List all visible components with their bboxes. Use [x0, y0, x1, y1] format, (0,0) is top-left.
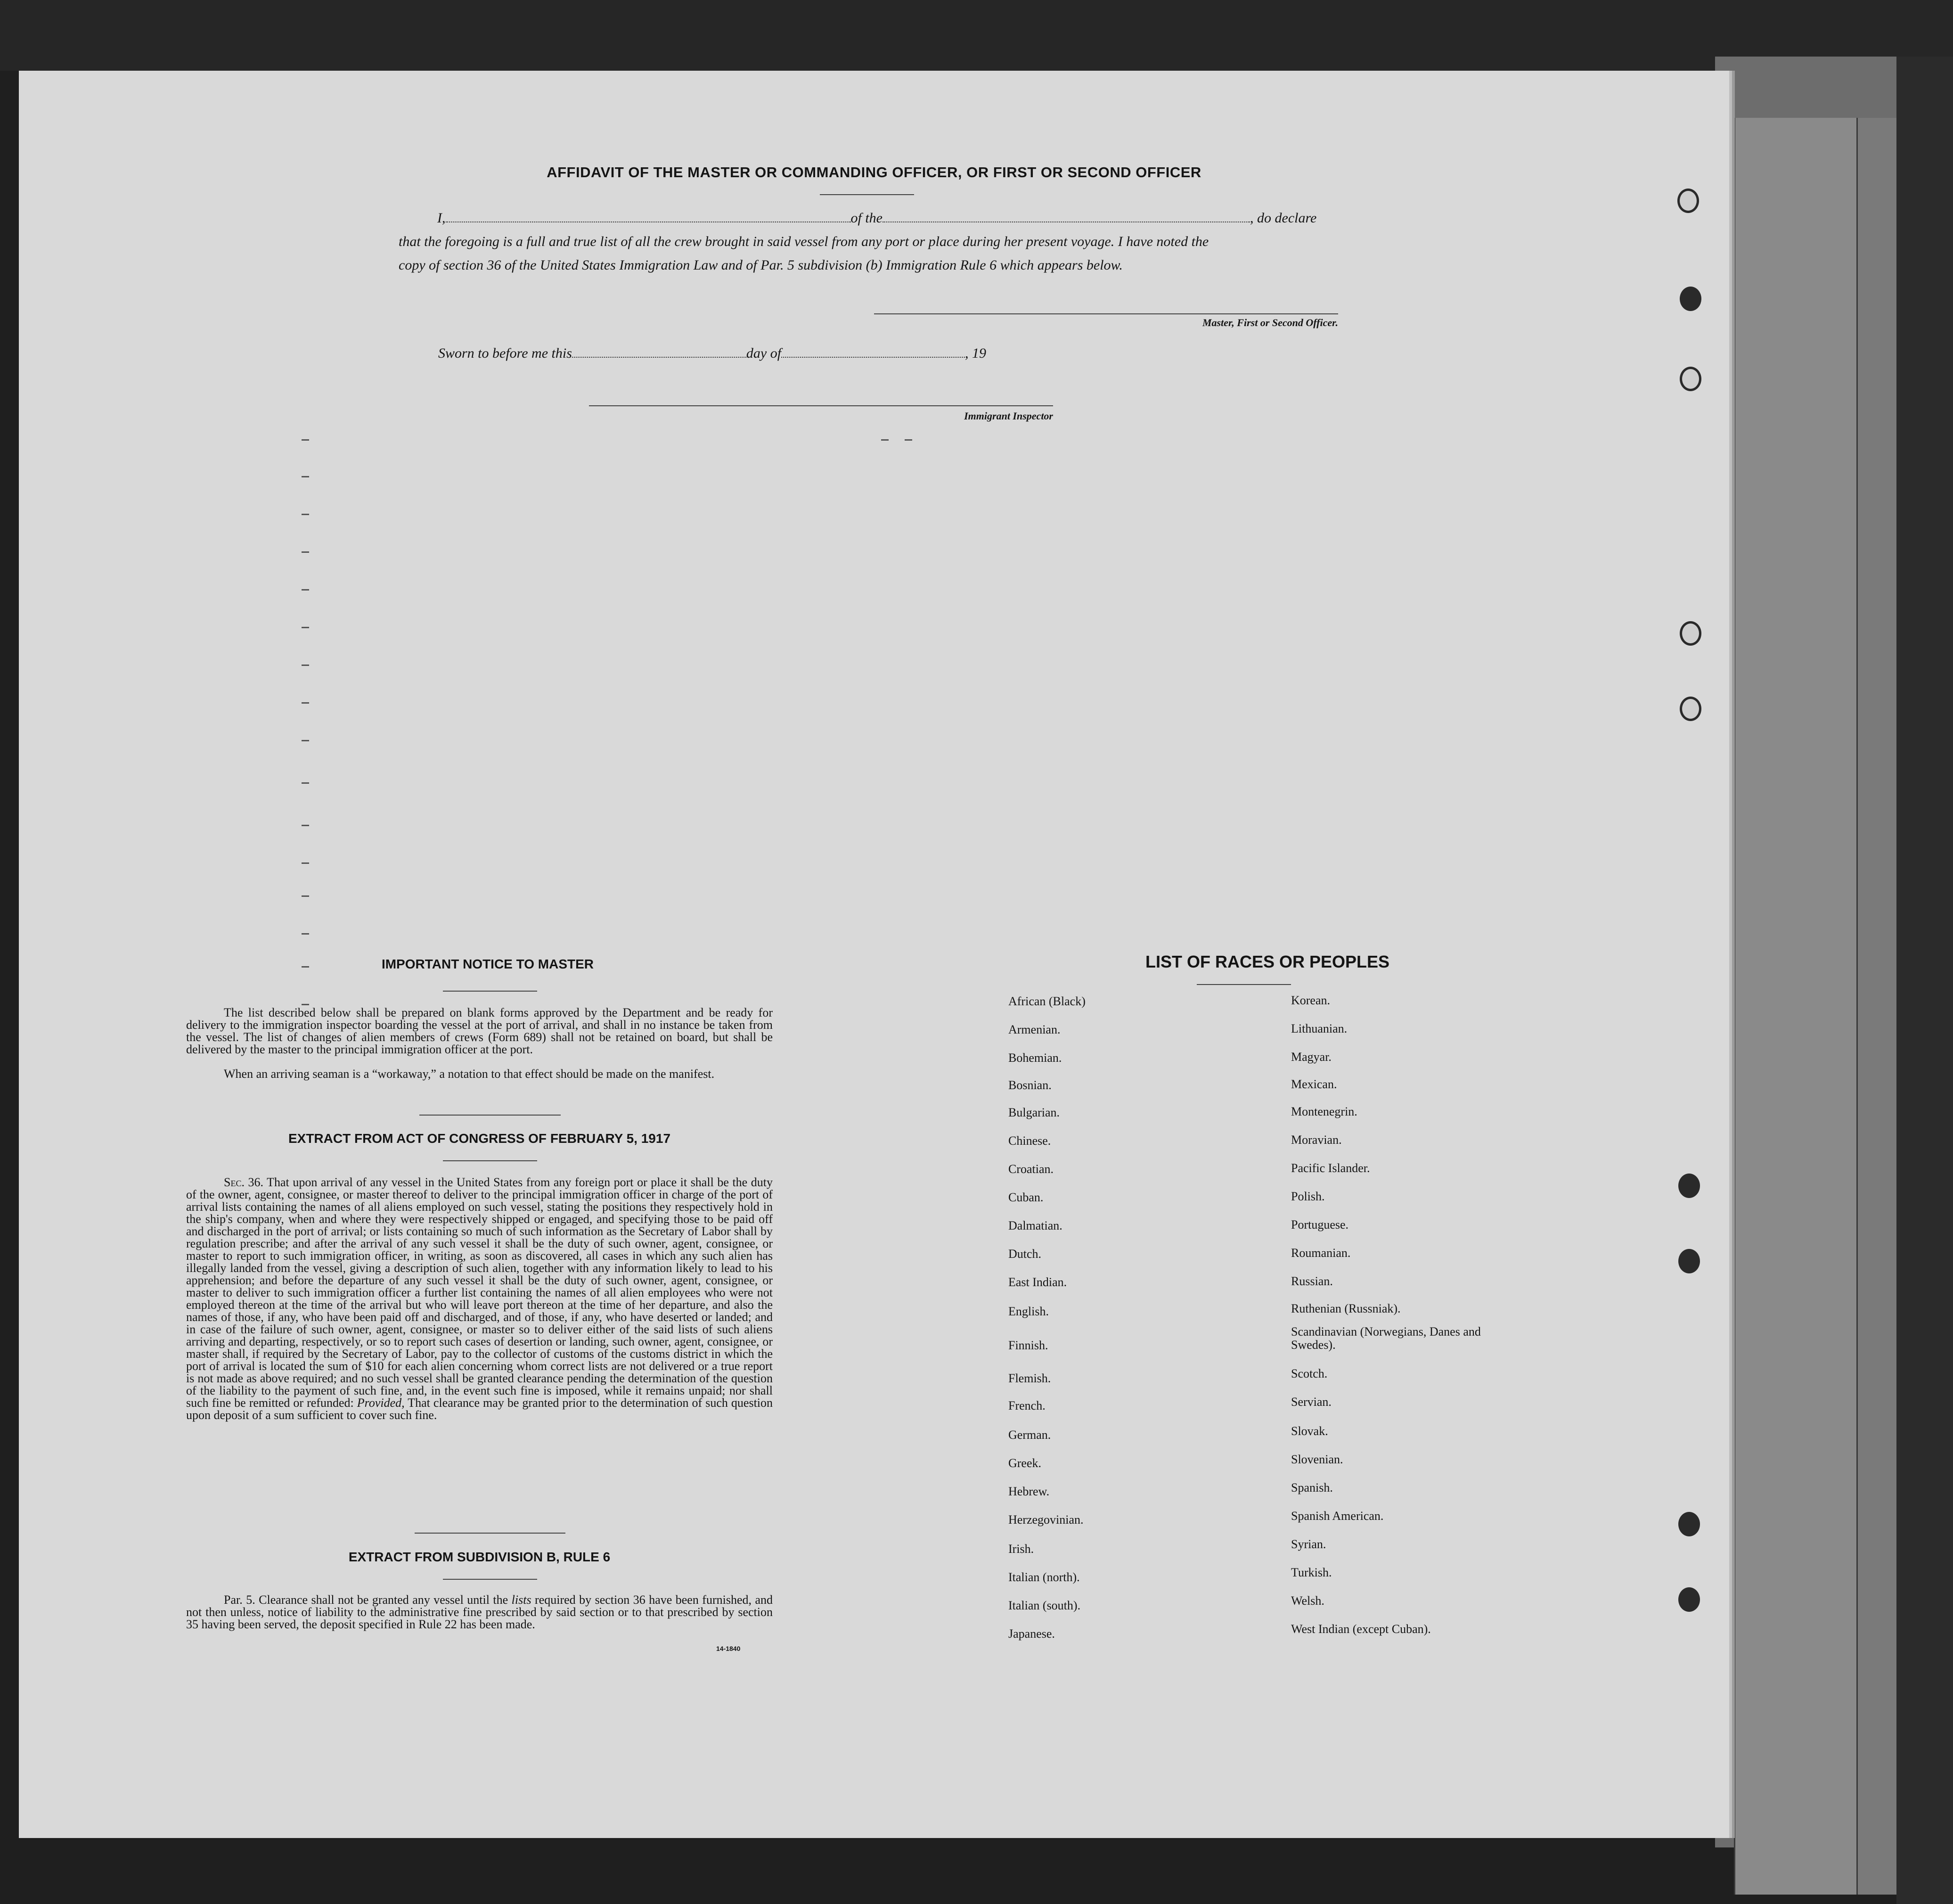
form-number: 14-1840 [716, 1645, 741, 1652]
race-item: Pacific Islander. [1291, 1161, 1370, 1175]
race-item: Japanese. [1008, 1627, 1055, 1641]
race-item: Cuban. [1008, 1190, 1044, 1204]
margin-tick [302, 589, 309, 591]
divider [820, 194, 914, 195]
underlying-pages [1715, 57, 1953, 1847]
race-item: African (Black) [1008, 994, 1086, 1008]
sworn-line [438, 345, 1098, 361]
race-item: English. [1008, 1305, 1049, 1318]
race-item: German. [1008, 1428, 1051, 1442]
margin-tick [905, 439, 912, 441]
race-item: Mexican. [1291, 1077, 1337, 1091]
race-item: Italian (north). [1008, 1570, 1080, 1584]
affidavit-line3: copy of section 36 of the United States Immigration Law and of Par. 5 subdivision (b) Immigration Rule 6 which appears below. [399, 257, 1123, 273]
race-item: French. [1008, 1399, 1046, 1412]
affidavit-line2: that the foregoing is a full and true list of all the crew brought in said vessel from any port or place during her present voyage. I have noted the [399, 234, 1209, 249]
race-item: Slovak. [1291, 1424, 1328, 1438]
section-36-text-end: That clearance may be granted prior to the determination of such question upon deposit of a sum sufficient to cover such fine. [186, 1396, 773, 1422]
race-item: Scandinavian (Norwegians, Danes and Swedes). [1291, 1325, 1481, 1352]
section-label: Sec. 36. [224, 1175, 264, 1189]
margin-tick [302, 702, 309, 704]
divider [443, 991, 537, 992]
race-item: Irish. [1008, 1542, 1034, 1556]
race-item: Croatian. [1008, 1162, 1054, 1176]
margin-tick [302, 439, 309, 441]
race-item: Lithuanian. [1291, 1022, 1348, 1035]
margin-tick [302, 862, 309, 864]
race-item: Russian. [1291, 1274, 1333, 1288]
race-item: Montenegrin. [1291, 1105, 1357, 1118]
race-item: Bulgarian. [1008, 1106, 1060, 1119]
margin-tick [302, 1004, 309, 1005]
rule-text-b: required by section 36 have been furnished, and not then unless, notice of liability to the administrative fine prescribed by said section or to that prescribed by section 35 having been served, the deposit specified in Rule 22 has been made. [186, 1593, 773, 1631]
race-item: Hebrew. [1008, 1485, 1050, 1498]
race-item: Greek. [1008, 1456, 1042, 1470]
provided-word: Provided, [357, 1396, 405, 1410]
race-item: Welsh. [1291, 1594, 1324, 1608]
margin-tick [881, 439, 889, 441]
margin-tick [302, 933, 309, 935]
sworn-text: Sworn to before me this [438, 345, 572, 361]
race-item: Armenian. [1008, 1023, 1061, 1036]
divider [443, 1160, 537, 1161]
section-36-text: That upon arrival of any vessel in the United States from any foreign port or place it shall be the duty of the owner, agent, consignee, or master thereof to deliver to the principal immigration officer in charge of the port of arrival lists containing the names of all aliens employed on such vessel, stating the positions they respectively hold in the ship's company, when and where they were respectively shipped or engaged, and specifying those to be paid off and discharged in the port of arrival; or lists containing so much of such information as the Secretary of Labor shall by regulation prescribe; and after the arrival of any such vessel it shall be the duty of such owner, agent, consignee, or master to report to such immigration officer, in writing, as soon as discovered, all cases in which any such alien has illegally landed from the vessel, giving a description of such alien, together with any information likely to lead to his apprehension; and before the departure of any such vessel it shall be the duty of such owner, agent, consignee, or master to deliver to such immigration officer a further list containing the names of all alien employees who were not employed thereon at the time of the arrival but who will leave port thereon at the time of her departure, and also the names of those, if any, who have been paid off and discharged, and of those, if any, who have deserted or landed; and in case of the failure of such owner, agent, consignee, or master so to deliver either of the said lists of such aliens arriving and departing, respectively, or so to report such cases of desertion or landing, such owner, agent, consignee, or master shall, if required by the Secretary of Labor, pay to the collector of customs of the customs district in which the port of arrival is located the sum of $10 for each alien concerning whom correct lists are not delivered or a true report is not made as above required; and no such vessel shall be granted clearance pending the determination of the question of the liability to the payment of such fine, and, in the event such fine is imposed, while it remains unpaid; nor shall such fine be remitted or refunded: [186, 1175, 773, 1410]
inspector-label: Immigrant Inspector [964, 410, 1053, 422]
document-page [19, 71, 1732, 1838]
binder-hole [1680, 697, 1701, 721]
sworn-day-of: day of [746, 345, 782, 361]
race-item: Spanish American. [1291, 1509, 1384, 1523]
affidavit-title: AFFIDAVIT OF THE MASTER OR COMMANDING OFFICER, OR FIRST OR SECOND OFFICER [547, 164, 1201, 181]
binder-hole [1677, 189, 1699, 213]
race-item: Chinese. [1008, 1134, 1051, 1148]
master-signature-line [874, 313, 1338, 314]
act-extract-title: EXTRACT FROM ACT OF CONGRESS OF FEBRUARY 5, 1917 [288, 1131, 671, 1146]
sworn-year: , 19 [965, 345, 987, 361]
divider [443, 1579, 537, 1580]
rule-extract-title: EXTRACT FROM SUBDIVISION B, RULE 6 [348, 1550, 611, 1564]
race-item: Flemish. [1008, 1371, 1051, 1385]
race-item: Servian. [1291, 1395, 1332, 1409]
race-item: Bohemian. [1008, 1051, 1062, 1065]
race-item: Korean. [1291, 993, 1331, 1007]
rule-extract-text [186, 1594, 773, 1631]
margin-tick [302, 782, 309, 784]
divider [415, 1533, 565, 1534]
binder-hole [1680, 367, 1701, 391]
race-item: Polish. [1291, 1190, 1325, 1203]
inspector-signature-line [589, 405, 1053, 406]
binder-hole [1678, 1174, 1700, 1198]
margin-tick [302, 627, 309, 628]
race-item: Dalmatian. [1008, 1219, 1062, 1232]
margin-tick [302, 514, 309, 515]
race-item: Syrian. [1291, 1537, 1326, 1551]
margin-tick [302, 895, 309, 897]
binder-hole [1678, 1249, 1700, 1273]
race-item: Moravian. [1291, 1133, 1342, 1147]
race-item: East Indian. [1008, 1275, 1067, 1289]
binder-hole [1678, 1587, 1700, 1612]
lists-word: lists [511, 1593, 531, 1607]
race-item: Roumanian. [1291, 1246, 1351, 1260]
binder-hole [1678, 1512, 1700, 1536]
margin-tick [302, 665, 309, 666]
race-item: Spanish. [1291, 1481, 1333, 1494]
race-item: Ruthenian (Russniak). [1291, 1302, 1401, 1315]
race-item: West Indian (except Cuban). [1291, 1622, 1431, 1636]
affidavit-i: I, [437, 210, 446, 226]
act-extract-text [186, 1176, 773, 1421]
divider [1197, 984, 1291, 985]
notice-title: IMPORTANT NOTICE TO MASTER [381, 957, 594, 971]
race-item: Portuguese. [1291, 1218, 1349, 1231]
margin-tick [302, 740, 309, 741]
margin-tick [302, 825, 309, 826]
rule-text-a: Par. 5. Clearance shall not be granted any vessel until the [224, 1593, 508, 1607]
races-title: LIST OF RACES OR PEOPLES [1145, 952, 1390, 971]
notice-paragraph-2: When an arriving seaman is a “workaway,” a notation to that effect should be made on the manifest. [224, 1067, 715, 1081]
scan-top-background [0, 0, 1953, 71]
affidavit-line1 [437, 210, 1380, 226]
affidavit-of-the: of the [850, 210, 883, 226]
notice-paragraph-1: The list described below shall be prepared on blank forms approved by the Department and be ready for delivery to the immigration inspector boarding the vessel at the port of arrival, and shall in no instance be taken from the vessel. The list of changes of alien members of crews (Form 689) shall not be retained on board, but shall be delivered by the master to the principal immigration officer at the port. [186, 1006, 773, 1056]
race-item: Herzegovinian. [1008, 1513, 1084, 1526]
race-item: Slovenian. [1291, 1453, 1343, 1466]
margin-tick [302, 476, 309, 477]
divider [419, 1115, 561, 1116]
binder-edge [1896, 57, 1953, 1904]
race-item: Finnish. [1008, 1338, 1048, 1352]
race-item: Turkish. [1291, 1566, 1332, 1579]
binder-hole [1680, 287, 1701, 311]
race-item: Magyar. [1291, 1050, 1332, 1064]
margin-tick [302, 551, 309, 553]
race-item: Bosnian. [1008, 1078, 1052, 1092]
affidavit-declare: , do declare [1250, 210, 1317, 226]
race-item: Italian (south). [1008, 1599, 1081, 1612]
master-signature-label: Master, First or Second Officer. [1202, 317, 1338, 328]
page-edge [1734, 118, 1877, 1895]
race-item: Scotch. [1291, 1367, 1328, 1380]
race-item: Dutch. [1008, 1247, 1042, 1261]
binder-hole [1680, 621, 1701, 646]
